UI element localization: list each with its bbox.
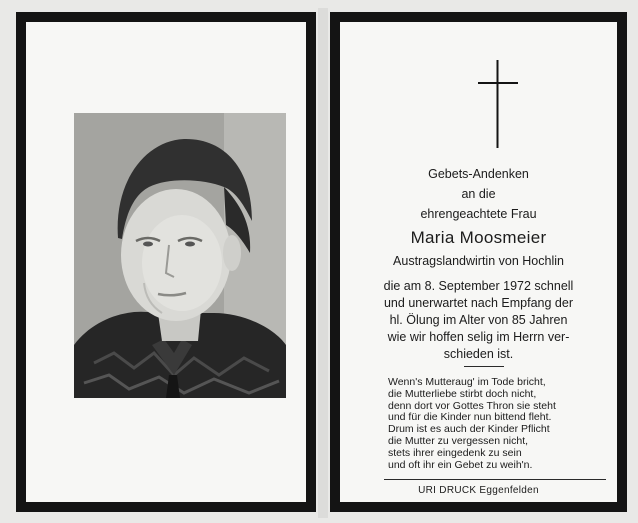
printer-credit: URI DRUCK Eggenfelden — [418, 485, 539, 496]
portrait-illustration — [74, 113, 286, 398]
poem-line: und für die Kinder nun bittend fleht. — [388, 411, 552, 424]
poem-line: denn dort vor Gottes Thron sie steht — [388, 399, 556, 412]
poem — [388, 377, 598, 471]
body-line: hl. Ölung im Alter von 85 Jahren — [389, 313, 568, 327]
body-line: schieden ist. — [443, 347, 514, 361]
left-card — [16, 12, 316, 512]
card-fold — [318, 8, 328, 518]
body-line: wie wir hoffen selig im Herrn ver- — [387, 330, 570, 344]
header-line: ehrengeachtete Frau — [420, 207, 537, 221]
cross-icon — [478, 60, 518, 148]
header-text — [340, 164, 617, 224]
divider — [464, 366, 504, 367]
body-line: und unerwartet nach Empfang der — [383, 296, 573, 310]
right-card — [330, 12, 627, 512]
poem-line: und oft ihr ein Gebet zu weih'n. — [388, 458, 533, 471]
poem-line: die Mutterliebe stirbt doch nicht, — [388, 387, 537, 400]
portrait-photo — [74, 113, 286, 398]
header-line: Gebets-Andenken — [428, 167, 529, 181]
poem-line: Drum ist es auch der Kinder Pflicht — [388, 423, 550, 436]
body-line: die am 8. September 1972 schnell — [383, 279, 574, 293]
deceased-name: Maria Moosmeier — [410, 228, 547, 247]
header-line: an die — [461, 187, 496, 201]
deceased-subtitle: Austragslandwirtin von Hochlin — [393, 254, 564, 268]
divider — [384, 479, 606, 480]
poem-line: die Mutter zu vergessen nicht, — [388, 434, 529, 447]
body-text — [340, 278, 617, 363]
poem-line: Wenn's Mutteraug' im Tode bricht, — [388, 376, 546, 388]
poem-line: stets ihrer eingedenk zu sein — [388, 446, 522, 459]
